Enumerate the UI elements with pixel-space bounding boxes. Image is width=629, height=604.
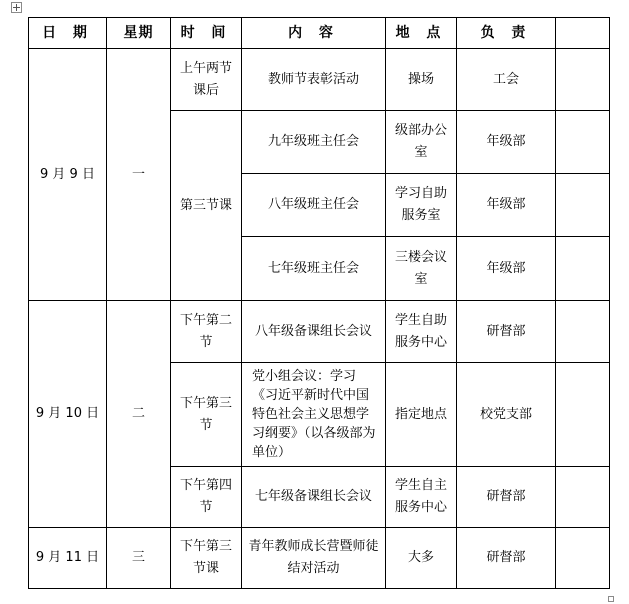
table-resize-handle-icon[interactable] xyxy=(608,596,614,602)
place-cell: 学生自主服务中心 xyxy=(386,467,457,528)
content-cell: 七年级备课组长会议 xyxy=(242,467,386,528)
header-time: 时 间 xyxy=(171,18,242,49)
place-cell: 学生自助服务中心 xyxy=(386,301,457,363)
blank-cell xyxy=(556,528,610,589)
blank-cell xyxy=(556,174,610,237)
table-row xyxy=(29,49,610,111)
owner-cell: 校党支部 xyxy=(457,363,556,467)
weekday-cell: 二 xyxy=(107,301,171,528)
date-cell: 9 月 9 日 xyxy=(29,49,107,301)
weekday-cell: 一 xyxy=(107,49,171,301)
weekday-cell: 三 xyxy=(107,528,171,589)
date-cell: 9 月 10 日 xyxy=(29,301,107,528)
blank-cell xyxy=(556,363,610,467)
content-cell: 九年级班主任会 xyxy=(242,111,386,174)
place-cell: 三楼会议室 xyxy=(386,237,457,301)
blank-cell xyxy=(556,237,610,301)
table-row xyxy=(29,528,610,589)
place-cell: 级部办公室 xyxy=(386,111,457,174)
time-cell: 第三节课 xyxy=(171,111,242,301)
owner-cell: 研督部 xyxy=(457,528,556,589)
content-cell: 八年级备课组长会议 xyxy=(242,301,386,363)
content-cell: 八年级班主任会 xyxy=(242,174,386,237)
time-cell: 下午第二节 xyxy=(171,301,242,363)
blank-cell xyxy=(556,111,610,174)
header-blank xyxy=(556,18,610,49)
schedule-table xyxy=(28,17,610,589)
header-date: 日 期 xyxy=(29,18,107,49)
time-cell: 下午第三节 xyxy=(171,363,242,467)
date-cell: 9 月 11 日 xyxy=(29,528,107,589)
owner-cell: 工会 xyxy=(457,49,556,111)
place-cell: 操场 xyxy=(386,49,457,111)
content-cell: 七年级班主任会 xyxy=(242,237,386,301)
header-weekday: 星期 xyxy=(107,18,171,49)
place-cell: 指定地点 xyxy=(386,363,457,467)
owner-cell: 年级部 xyxy=(457,174,556,237)
table-move-handle-icon[interactable] xyxy=(11,2,22,13)
blank-cell xyxy=(556,49,610,111)
place-cell: 学习自助服务室 xyxy=(386,174,457,237)
time-cell: 下午第四节 xyxy=(171,467,242,528)
owner-cell: 年级部 xyxy=(457,237,556,301)
header-row xyxy=(29,18,610,49)
blank-cell xyxy=(556,301,610,363)
time-cell: 上午两节课后 xyxy=(171,49,242,111)
owner-cell: 研督部 xyxy=(457,467,556,528)
header-owner: 负 责 xyxy=(457,18,556,49)
table-row xyxy=(29,301,610,363)
place-cell: 大多 xyxy=(386,528,457,589)
content-cell: 党小组会议：学习《习近平新时代中国特色社会主义思想学习纲要》（以各级部为单位） xyxy=(242,363,386,467)
blank-cell xyxy=(556,467,610,528)
content-cell: 教师节表彰活动 xyxy=(242,49,386,111)
time-cell: 下午第三节课 xyxy=(171,528,242,589)
header-place: 地 点 xyxy=(386,18,457,49)
owner-cell: 年级部 xyxy=(457,111,556,174)
owner-cell: 研督部 xyxy=(457,301,556,363)
header-content: 内 容 xyxy=(242,18,386,49)
content-cell: 青年教师成长营暨师徒结对活动 xyxy=(242,528,386,589)
